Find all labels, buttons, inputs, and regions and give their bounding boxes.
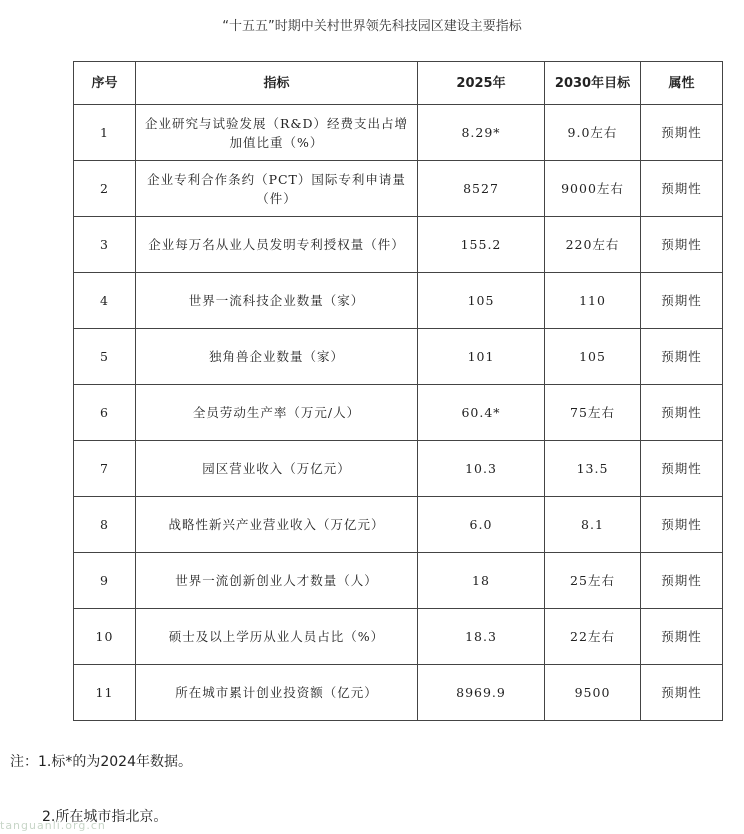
row-no: 3 bbox=[74, 217, 136, 273]
indicator-table bbox=[73, 61, 723, 721]
row-no: 11 bbox=[74, 665, 136, 721]
row-indicator: 企业专利合作条约（PCT）国际专利申请量（件） bbox=[136, 161, 418, 217]
table-row bbox=[74, 273, 723, 329]
row-no: 4 bbox=[74, 273, 136, 329]
row-indicator: 世界一流科技企业数量（家） bbox=[136, 273, 418, 329]
table-row bbox=[74, 329, 723, 385]
footnote-2: 2.所在城市指北京。 bbox=[42, 809, 168, 825]
table-title: “十五五”时期中关村世界领先科技园区建设主要指标 bbox=[222, 19, 522, 34]
row-indicator: 企业每万名从业人员发明专利授权量（件） bbox=[136, 217, 418, 273]
row-attribute: 预期性 bbox=[641, 553, 723, 609]
row-2025: 60.4* bbox=[418, 385, 545, 441]
row-no: 2 bbox=[74, 161, 136, 217]
row-indicator: 园区营业收入（万亿元） bbox=[136, 441, 418, 497]
row-2025: 6.0 bbox=[418, 497, 545, 553]
header-2025: 2025年 bbox=[418, 62, 545, 105]
row-2025: 8527 bbox=[418, 161, 545, 217]
row-indicator: 企业研究与试验发展（R&D）经费支出占增加值比重（%） bbox=[136, 105, 418, 161]
row-target: 9.0左右 bbox=[545, 105, 641, 161]
table-row bbox=[74, 105, 723, 161]
watermark: tanguanli.org.cn bbox=[0, 819, 106, 832]
row-2025: 155.2 bbox=[418, 217, 545, 273]
row-attribute: 预期性 bbox=[641, 385, 723, 441]
row-2025: 8.29* bbox=[418, 105, 545, 161]
table-row bbox=[74, 441, 723, 497]
row-2025: 8969.9 bbox=[418, 665, 545, 721]
row-indicator: 所在城市累计创业投资额（亿元） bbox=[136, 665, 418, 721]
row-indicator: 世界一流创新创业人才数量（人） bbox=[136, 553, 418, 609]
row-2025: 18 bbox=[418, 553, 545, 609]
footnote-1: 注：1.标*的为2024年数据。 bbox=[10, 754, 192, 770]
row-attribute: 预期性 bbox=[641, 161, 723, 217]
row-target: 25左右 bbox=[545, 553, 641, 609]
table-header-row bbox=[74, 62, 723, 105]
row-attribute: 预期性 bbox=[641, 273, 723, 329]
row-attribute: 预期性 bbox=[641, 609, 723, 665]
row-indicator: 战略性新兴产业营业收入（万亿元） bbox=[136, 497, 418, 553]
row-2025: 18.3 bbox=[418, 609, 545, 665]
row-no: 9 bbox=[74, 553, 136, 609]
header-attribute: 属性 bbox=[641, 62, 723, 105]
row-target: 13.5 bbox=[545, 441, 641, 497]
table-row bbox=[74, 609, 723, 665]
row-2025: 10.3 bbox=[418, 441, 545, 497]
row-target: 105 bbox=[545, 329, 641, 385]
table-row bbox=[74, 161, 723, 217]
row-target: 220左右 bbox=[545, 217, 641, 273]
row-target: 9500 bbox=[545, 665, 641, 721]
header-no: 序号 bbox=[74, 62, 136, 105]
row-target: 9000左右 bbox=[545, 161, 641, 217]
row-2025: 101 bbox=[418, 329, 545, 385]
header-2030-target: 2030年目标 bbox=[545, 62, 641, 105]
table-row bbox=[74, 385, 723, 441]
row-attribute: 预期性 bbox=[641, 665, 723, 721]
row-target: 22左右 bbox=[545, 609, 641, 665]
row-indicator: 硕士及以上学历从业人员占比（%） bbox=[136, 609, 418, 665]
table-row bbox=[74, 497, 723, 553]
table-row bbox=[74, 553, 723, 609]
table-row bbox=[74, 665, 723, 721]
row-attribute: 预期性 bbox=[641, 329, 723, 385]
row-attribute: 预期性 bbox=[641, 441, 723, 497]
row-indicator: 独角兽企业数量（家） bbox=[136, 329, 418, 385]
row-indicator: 全员劳动生产率（万元/人） bbox=[136, 385, 418, 441]
row-attribute: 预期性 bbox=[641, 217, 723, 273]
row-target: 8.1 bbox=[545, 497, 641, 553]
header-indicator: 指标 bbox=[136, 62, 418, 105]
row-attribute: 预期性 bbox=[641, 497, 723, 553]
table-row bbox=[74, 217, 723, 273]
row-attribute: 预期性 bbox=[641, 105, 723, 161]
row-no: 10 bbox=[74, 609, 136, 665]
row-target: 75左右 bbox=[545, 385, 641, 441]
row-2025: 105 bbox=[418, 273, 545, 329]
row-no: 5 bbox=[74, 329, 136, 385]
row-target: 110 bbox=[545, 273, 641, 329]
row-no: 6 bbox=[74, 385, 136, 441]
row-no: 1 bbox=[74, 105, 136, 161]
row-no: 7 bbox=[74, 441, 136, 497]
row-no: 8 bbox=[74, 497, 136, 553]
